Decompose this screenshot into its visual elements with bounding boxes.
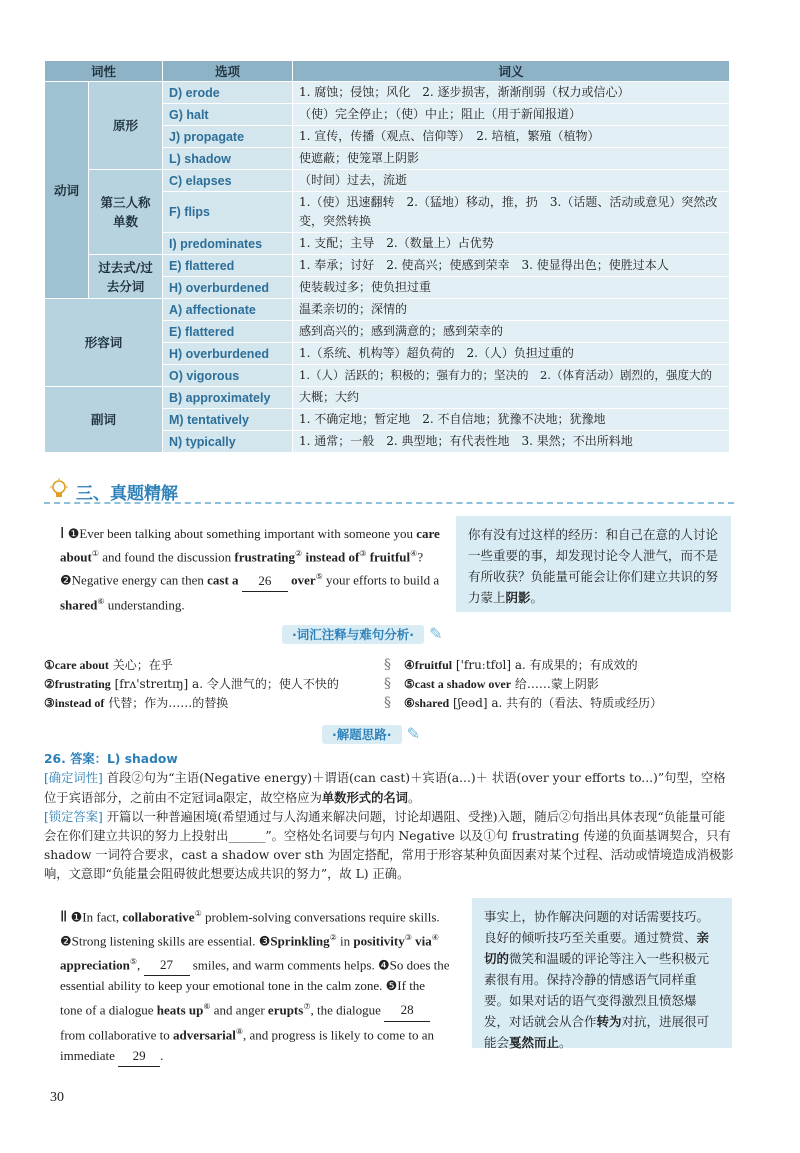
- table-header: [45, 61, 730, 82]
- section-title: 三、真题精解: [76, 484, 178, 504]
- meaning-cell: 大概；大约: [293, 387, 730, 409]
- option-cell: A) affectionate: [163, 299, 293, 321]
- vocab-word: Sprinkling: [270, 933, 330, 949]
- note: [44, 656, 384, 675]
- analysis-bold: 单数形式的名词: [321, 790, 408, 805]
- option-cell: E) flattered: [163, 255, 293, 277]
- header-option: 选项: [163, 61, 293, 82]
- vocab-word: shared: [60, 596, 98, 612]
- meaning-cell: （使）完全停止；（使）中止；阻止（用于新闻报道）: [293, 104, 730, 126]
- blank-28[interactable]: 28: [384, 1000, 430, 1022]
- option-cell: G) halt: [163, 104, 293, 126]
- option-cell: B) approximately: [163, 387, 293, 409]
- meaning-cell: 1.（系统、机构等）超负荷的 2.（人）负担过重的: [293, 343, 730, 365]
- meaning-cell: 1. 腐蚀；侵蚀；风化 2. 逐步损害，渐渐削弱（权力或信心）: [293, 82, 730, 104]
- meaning-cell: （时间）过去，流逝: [293, 170, 730, 192]
- option-cell: H) overburdened: [163, 277, 293, 299]
- translation-bold: 戛然而止: [509, 1035, 560, 1050]
- sentence: understanding.: [107, 596, 185, 612]
- sentence: Ever been talking about something important with someone you: [79, 526, 413, 541]
- group-adjective: 形容词: [45, 299, 163, 387]
- vocab-word: collaborative: [122, 909, 195, 925]
- group-past: 过去式/过去分词: [89, 255, 163, 299]
- banner-label: ·词汇注释与难句分析·: [282, 625, 424, 644]
- banner-vocab-notes: [282, 624, 443, 643]
- meaning-cell: 1. 宣传，传播（观点、信仰等） 2. 培植，繁殖（植物）: [293, 126, 730, 148]
- note-word: ⑥shared: [404, 696, 450, 710]
- page-number: 30: [50, 1090, 64, 1105]
- vocab-word: appreciation: [60, 956, 130, 972]
- note-meaning: [frʌ'streɪtɪŋ] a. 令人泄气的；使人不快的: [114, 677, 339, 691]
- blank-29[interactable]: 29: [118, 1046, 160, 1068]
- sentence: and anger: [213, 1002, 265, 1018]
- passage-number: Ⅰ: [60, 526, 65, 542]
- table-row: [45, 255, 730, 277]
- translation-text: 微笑和温暖的评论等注入一些积极元素很有用。保持冷静的情感语气同样重要。如果对话的语气变得激烈且愤怒爆发，对话就会从合作: [484, 951, 710, 1029]
- meaning-cell: 1. 不确定地；暂定地 2. 不自信地；犹豫不决地；犹豫地: [293, 409, 730, 431]
- option-cell: M) tentatively: [163, 409, 293, 431]
- vocab-word: via: [415, 933, 432, 949]
- sentence: and found the discussion: [102, 549, 232, 565]
- meaning-cell: 使装载过多；使负担过重: [293, 277, 730, 299]
- divider: [44, 502, 734, 504]
- meaning-cell: 1. 通常；一般 2. 典型地；有代表性地 3. 果然；不出所料地: [293, 431, 730, 453]
- analysis-text: 。: [407, 791, 421, 805]
- note-meaning: [ʃeəd] a. 共有的（看法、特质或经历）: [453, 696, 663, 710]
- notes-right: [404, 656, 734, 713]
- sentence: .: [160, 1047, 164, 1063]
- analysis-text: 开篇以一种普遍困境(希望通过与人沟通来解决问题，讨论却遇阻、受挫)入题，随后②句指出具体表现“负能量可能会在你们建立共识的努力上投射出______”。空格处名词要与句内 Negative 以及①句 frustrating 传递的负面基调契合，只有 shadow 一词符合要求，cast a shadow over sth 为固定搭配，常用于形容某种负面因素对某个过程、活动或情境造成消极影响，文意即“负能量会阻碍彼此想要达成共识的努力”，故 L) 正确。: [44, 810, 734, 881]
- vocab-word: erupts: [267, 1002, 304, 1018]
- vocab-word: instead of: [305, 549, 360, 565]
- note-word: ⑤cast a shadow over: [404, 677, 512, 691]
- header-meaning: 词义: [293, 61, 730, 82]
- sentence: ❶In fact,: [70, 909, 120, 925]
- meaning-cell: 1.（使）迅速翻转 2.（猛地）移动，推，扔 3.（话题、活动或意见）突然改变，突然转换: [293, 192, 730, 233]
- pen-icon: ✎: [406, 724, 420, 743]
- section-heading: [44, 476, 734, 504]
- note: [404, 675, 734, 694]
- translation-1: [456, 516, 731, 612]
- note: [44, 675, 384, 694]
- vocab-word: heats up: [156, 1002, 204, 1018]
- analysis-text: 首段②句为“主语(Negative energy)＋谓语(can cast)＋宾语(a...)＋ 状语(over your efforts to...)”句型，空格位于宾语部分，之前由不定冠词a限定，故空格应为: [44, 771, 726, 805]
- analysis-paragraph: [44, 769, 734, 808]
- vocab-word: positivity: [353, 933, 405, 949]
- sentence: smiles, and warm comments helps. ❹So does the essential ability to keep your emotional tone in the calm zone. ❺If the tone of a dialogue: [60, 956, 450, 1018]
- option-cell: N) typically: [163, 431, 293, 453]
- analysis-label: [确定词性]: [44, 771, 103, 785]
- answer-line: 26. 答案：L) shadow: [44, 752, 178, 766]
- option-cell: L) shadow: [163, 148, 293, 170]
- sentence: your efforts to build a: [326, 572, 440, 588]
- option-cell: E) flattered: [163, 321, 293, 343]
- translation-text: 。: [530, 590, 544, 605]
- option-cell: F) flips: [163, 192, 293, 233]
- pen-icon: ✎: [429, 624, 443, 643]
- translation-text: 你有没有过这样的经历：和自己在意的人讨论一些重要的事，却发现讨论令人泄气，而不是有所收获？负能量可能会让你们建立共识的努力蒙上: [468, 527, 719, 605]
- vocab-word: over: [291, 572, 316, 588]
- analysis: [44, 750, 734, 884]
- translation-text: 。: [559, 1035, 572, 1050]
- vocab-table: [44, 60, 730, 453]
- option-cell: I) predominates: [163, 233, 293, 255]
- note-word: ④fruitful: [404, 658, 453, 672]
- option-cell: D) erode: [163, 82, 293, 104]
- table-row: [45, 387, 730, 409]
- passage-number: Ⅱ: [60, 909, 68, 926]
- table-row: [45, 299, 730, 321]
- vocab-word: care about: [60, 526, 440, 565]
- note-meaning: 给……蒙上阴影: [514, 677, 599, 691]
- note: [404, 694, 734, 713]
- meaning-cell: 感到高兴的；感到满意的；感到荣幸的: [293, 321, 730, 343]
- meaning-cell: 1. 奉承；讨好 2. 使高兴；使感到荣幸 3. 使显得出色；使胜过本人: [293, 255, 730, 277]
- analysis-label: [锁定答案]: [44, 810, 103, 824]
- spiral-divider: § § §: [384, 657, 391, 711]
- meaning-cell: 温柔亲切的；深情的: [293, 299, 730, 321]
- note-meaning: 代替；作为……的替换: [108, 696, 229, 710]
- sentence: , and progress is likely to come to an immediate: [60, 1027, 434, 1063]
- translation-text: 事实上，协作解决问题的对话需要技巧。良好的倾听技巧至关重要。通过赞赏、: [484, 909, 710, 945]
- notes-left: [44, 656, 384, 713]
- lightbulb-icon: [48, 478, 70, 500]
- meaning-cell: 1.（人）活跃的；积极的；强有力的；坚决的 2.（体育活动）剧烈的，强度大的: [293, 365, 730, 387]
- vocab-word: frustrating: [234, 549, 296, 565]
- note-meaning: ['fruːtfʊl] a. 有成果的；有成效的: [455, 658, 638, 672]
- note-word: ②frustrating: [44, 677, 111, 691]
- header-pos: 词性: [45, 61, 163, 82]
- translation-bold: 亲切的: [484, 930, 710, 966]
- option-cell: C) elapses: [163, 170, 293, 192]
- note-meaning: 关心；在乎: [112, 658, 173, 672]
- note-word: ③instead of: [44, 696, 105, 710]
- note-word: ①care about: [44, 658, 109, 672]
- vocab-word: adversarial: [173, 1027, 236, 1043]
- option-cell: H) overburdened: [163, 343, 293, 365]
- option-cell: J) propagate: [163, 126, 293, 148]
- sentence: from collaborative to: [60, 1027, 170, 1043]
- vocab-word: fruitful: [369, 549, 411, 565]
- note: [404, 656, 734, 675]
- group-base: 原形: [89, 82, 163, 170]
- translation-bold: 阴影: [505, 590, 531, 605]
- translation-2: [472, 898, 732, 1048]
- passage-2: Ⅱ ❶In fact, collaborative① problem-solving conversations require skills. ❷Strong listening skills are essential. ❸Sprinkling② in positivity③ via④ appreciation⑤, 27 smiles, and warm comments helps. ❹So does the essential ability to keep your emotional tone in the calm zone. ❺If the tone of a dialogue heats up⑥ and anger erupts⑦, the dialogue 28 from collaborative to adversarial⑧, and progress is likely to come to an immediate 29 .: [60, 904, 450, 1067]
- banner-label: ·解题思路·: [322, 725, 402, 744]
- sentence: , the dialogue: [310, 1002, 381, 1018]
- analysis-paragraph: [44, 808, 734, 884]
- sentence: ? ❷Negative energy can then: [60, 549, 424, 588]
- vocab-word: cast a: [207, 572, 239, 588]
- banner-solution: [322, 724, 420, 743]
- translation-text: 对抗，进展很可能会: [484, 1014, 710, 1050]
- meaning-cell: 1. 支配；主导 2.（数量上）占优势: [293, 233, 730, 255]
- option-cell: O) vigorous: [163, 365, 293, 387]
- blank-26[interactable]: 26: [242, 571, 288, 592]
- table-row: [45, 170, 730, 192]
- blank-27[interactable]: 27: [144, 955, 190, 977]
- meaning-cell: 使遮蔽；使笼罩上阴影: [293, 148, 730, 170]
- translation-bold: 转为: [596, 1014, 622, 1029]
- table-row: [45, 82, 730, 104]
- passage-1: Ⅰ ❶Ever been talking about something important with someone you care about① and found the discussion frustrating② instead of③ fruitful④? ❷Negative energy can then cast a 26 over⑤ your efforts to build a shared⑥ understanding.: [60, 526, 440, 612]
- sentence: problem-solving conversations require skills. ❷Strong listening skills are essential. ❸: [60, 909, 440, 949]
- note: [44, 694, 384, 713]
- group-adverb: 副词: [45, 387, 163, 453]
- group-third-person: 第三人称单数: [89, 170, 163, 255]
- group-verb: 动词: [45, 82, 89, 299]
- sentence: in: [340, 933, 351, 949]
